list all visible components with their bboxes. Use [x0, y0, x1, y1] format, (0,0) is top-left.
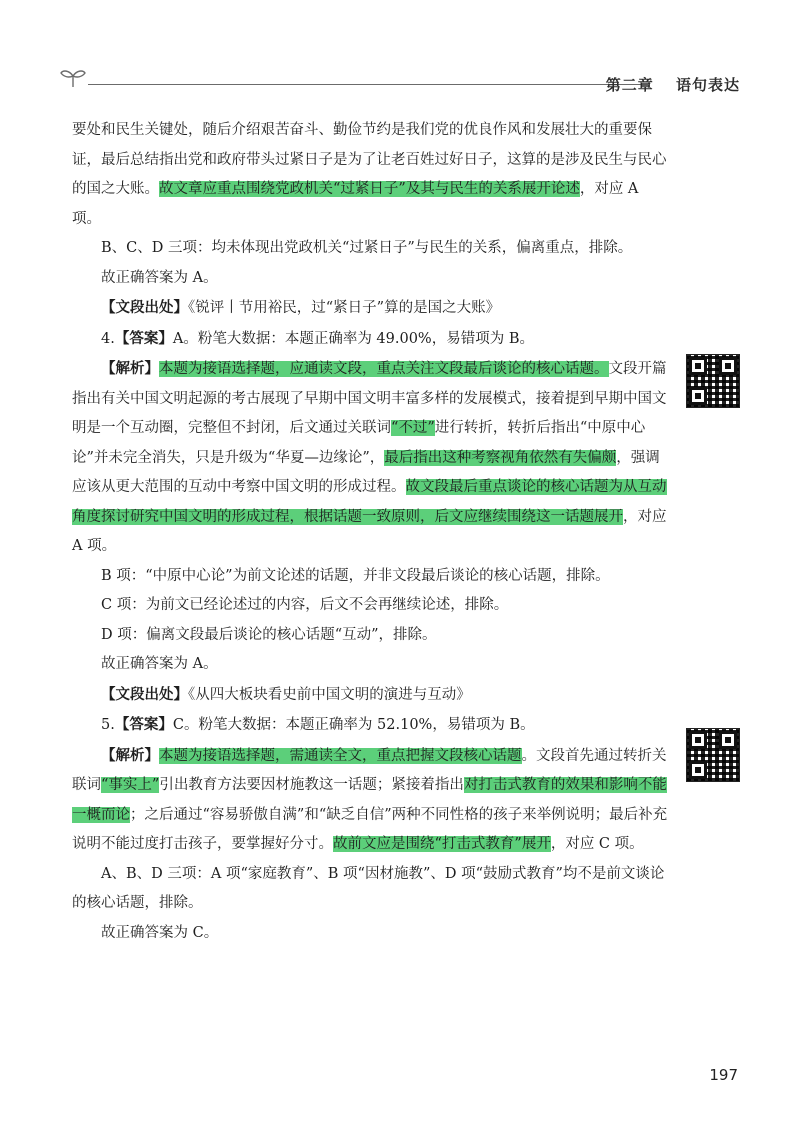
highlight: 故前文应是围绕“打击式教育”展开: [333, 836, 551, 852]
highlight: “不过”: [391, 420, 435, 436]
page-number: 197: [709, 1066, 738, 1084]
qr-code-icon[interactable]: [686, 354, 740, 408]
source-line: 【文段出处】《锐评丨节用裕民，过“紧日子”算的是国之大账》: [101, 299, 501, 316]
paragraph: A、B、D 三项：A 项“家庭教育”、B 项“因材施教”、D 项“鼓励式教育”均不是前文谈论的核心话题，排除。: [72, 865, 665, 911]
answer-line: 故正确答案为 A。: [101, 269, 218, 286]
paragraph: 要处和民生关键处，随后介绍艰苦奋斗、勤俭节约是我们党的优良作风和发展壮大的重要保证，最后总结指出党和政府带头过紧日子是为了让老百姓过好日子，这算的是涉及民生与民心的国之大账。故文章应重点围绕党政机关“过紧日子”及其与民生的关系展开论述，对应 A 项。: [72, 122, 667, 227]
question-4-answer: 4.【答案】A。粉笔大数据：本题正确率为 49.00%，易错项为 B。: [101, 329, 534, 347]
qr-code-icon[interactable]: [686, 728, 740, 782]
chapter-title: 第二章 语句表达: [605, 76, 740, 94]
highlight: 故文章应重点围绕党政机关“过紧日子”及其与民生的关系展开论述: [159, 181, 580, 197]
paragraph: B 项：“中原中心论”为前文论述的话题，并非文段最后谈论的核心话题，排除。: [101, 567, 610, 584]
highlight: 对打击式教育的效果和影响不能一概而论: [72, 777, 667, 823]
highlight: “事实上”: [101, 777, 160, 793]
highlight: 故文段最后重点谈论的核心话题为从互动角度探讨研究中国文明的形成过程，根据话题一致原则，后文应继续围绕这一话题展开: [72, 479, 667, 525]
answer-line: 故正确答案为 C。: [101, 924, 219, 941]
sprout-icon: [60, 68, 86, 88]
header-rule: [88, 84, 648, 85]
paragraph: B、C、D 三项：均未体现出党政机关“过紧日子”与民生的关系，偏离重点，排除。: [101, 240, 633, 256]
paragraph: D 项：偏离文段最后谈论的核心话题“互动”，排除。: [101, 626, 437, 643]
page-body: [72, 116, 672, 948]
highlight: 本题为接语选择题，应通读文段，重点关注文段最后谈论的核心话题。: [159, 361, 609, 377]
highlight: 本题为接语选择题，需通读全文，重点把握文段核心话题: [159, 747, 522, 764]
paragraph: C 项：为前文已经论述过的内容，后文不会再继续论述，排除。: [101, 597, 509, 613]
question-5-answer: 5.【答案】C。粉笔大数据：本题正确率为 52.10%，易错项为 B。: [101, 716, 535, 733]
highlight: 最后指出这种考察视角依然有失偏颇: [384, 449, 617, 466]
question-5-analysis: 【解析】本题为接语选择题，需通读全文，重点把握文段核心话题。文段首先通过转折关联词“事实上”引出教育方法要因材施教这一话题；紧接着指出对打击式教育的效果和影响不能一概而论；之后通过“容易骄傲自满”和“缺乏自信”两种不同性格的孩子来举例说明；最后补充说明不能过度打击孩子，要掌握好分寸。故前文应是围绕“打击式教育”展开，对应 C 项。: [72, 746, 668, 852]
running-header: [60, 64, 740, 100]
answer-line: 故正确答案为 A。: [101, 656, 218, 672]
question-4-analysis: 【解析】本题为接语选择题，应通读文段，重点关注文段最后谈论的核心话题。文段开篇指出有关中国文明起源的考古展现了早期中国文明丰富多样的发展模式，接着提到早期中国文明是一个互动圈，完整但不封闭，后文通过关联词“不过”进行转折，转折后指出“中原中心论”并未完全消失，只是升级为“华夏—边缘论”，最后指出这种考察视角依然有失偏颇，强调应该从更大范围的互动中考察中国文明的形成过程。故文段最后重点谈论的核心话题为从互动角度探讨研究中国文明的形成过程，根据话题一致原则，后文应继续围绕这一话题展开，对应 A 项。: [72, 360, 667, 554]
source-line: 【文段出处】《从四大板块看史前中国文明的演进与互动》: [101, 685, 471, 703]
